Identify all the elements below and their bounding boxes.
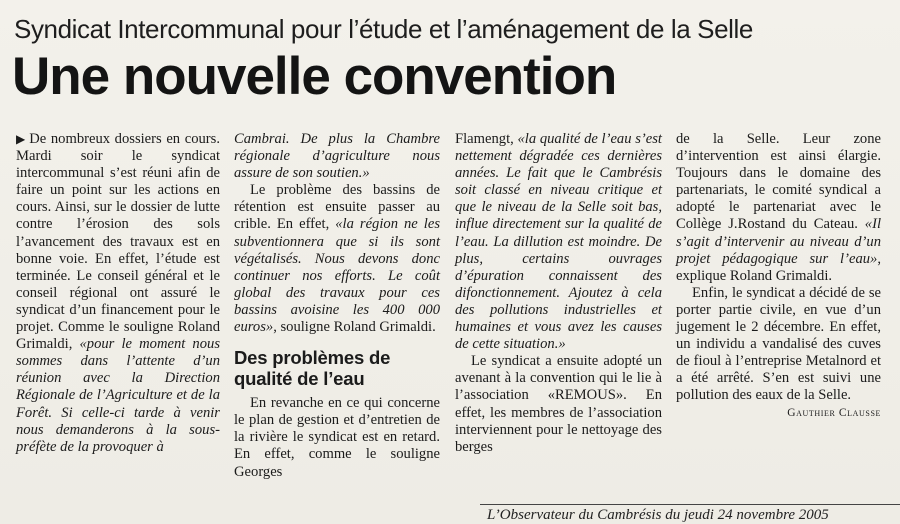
paragraph-text: En revanche en ce qui concerne le plan de gestion et d’entretien de la rivière le syndicat est en retard. En effet, comme le souligne Georges — [234, 395, 440, 480]
section-subheading: Des problèmes de qualité de l’eau — [234, 347, 391, 390]
quote-text: «pour le moment nous sommes dans l’attente d’un réunion avec la Direction Régionale de l’Agriculture et de la Forêt. Si celle-ci tarde à venir nous demanderons à la sous-préfète de la provoquer à — [16, 336, 220, 455]
paragraph: Enfin, le syndicat a décidé de se porter partie civile, en vue d’un jugement le 2 décembre. En effet, un individu a vandalisé des cuves de fioul à l’entreprise Metalnord et a été arrêté. S’en est suivi une pollution des eaux de la Selle. — [676, 284, 881, 404]
article-kicker: Syndicat Intercommunal pour l’étude et l’aménagement de la Selle — [14, 14, 753, 44]
paragraph-lead — [16, 131, 220, 456]
footer-rule — [480, 504, 900, 505]
paragraph-text: Le problème des bassins de rétention est ensuite passer au crible. En effet, — [234, 182, 440, 233]
paragraph-text: Flamengt, — [455, 131, 518, 147]
bullet-arrow-icon: ▶ — [16, 132, 27, 146]
quote-text: Cambrai. De plus la Chambre régionale d’agriculture nous assure de son soutien.» — [234, 131, 440, 182]
publication-footer: L’Observateur du Cambrésis du jeudi 24 novembre 2005 — [487, 507, 829, 523]
paragraph-text: De nombreux dossiers en cours. Mardi soir le syndicat intercommunal s’est réuni afin de faire un point sur les actions en cours. Ainsi, sur le dossier de lutte contre l’érosion des sols l’avancement des travaux est en bonne voie. En effet, l’étude est terminée. Le conseil général et le conseil régional ont assuré le syndicat d’un financement pour le projet. Comme le souligne Roland Grimaldi, — [16, 131, 220, 353]
paragraph-continued — [234, 131, 440, 182]
article-byline: Gauthier Clausse — [787, 406, 881, 419]
article-column-1 — [16, 131, 220, 456]
article-column-3 — [455, 131, 662, 456]
article-column-2 — [234, 131, 440, 481]
paragraph — [455, 353, 662, 456]
paragraph-text: Le syndicat a ensuite adopté un avenant à la convention qui le lie à l’association «REMOUS». En effet, les membres de l’association interviennent pour le nettoyage des berges — [455, 353, 662, 455]
paragraph — [234, 182, 440, 336]
article-headline: Une nouvelle convention — [12, 47, 617, 106]
paragraph-continued — [455, 131, 662, 353]
quote-text: «Il s’agit d’intervenir au niveau d’un projet pédagogique sur l’eau» — [676, 216, 881, 267]
paragraph-text: , explique Roland Grimaldi. — [676, 250, 881, 284]
article-column-4 — [676, 131, 881, 422]
quote-text: «la région ne les subventionnera que si ils sont végétalisés. Nous devons donc continuer nos efforts. Le coût global des travaux pour ces bassins avoisine les 400 000 euros» — [234, 216, 441, 336]
paragraph — [234, 395, 440, 480]
quote-text: «la qualité de l’eau s’est nettement dégradée ces dernières années. Le fait que le Cambrésis soit classé en niveau critique et que le niveau de la Selle soit bas, influe directement sur la qualité de l’eau. La dillution est moindre. De plus, certains ouvrages d’épuration connaissent des difonctionnement. Ajoutez à cela des pollutions industrielles et humaines et vous avez les causes de cette situation.» — [455, 131, 662, 353]
paragraph-text: , souligne Roland Grimaldi. — [273, 319, 436, 336]
paragraph-continued — [676, 131, 881, 285]
paragraph-text: de la Selle. Leur zone d’intervention est ainsi élargie. Toujours dans le domaine des partenariats, le comité syndical a adopté le partenariat avec le Collège J.Rostand du Cateau. — [676, 131, 881, 233]
